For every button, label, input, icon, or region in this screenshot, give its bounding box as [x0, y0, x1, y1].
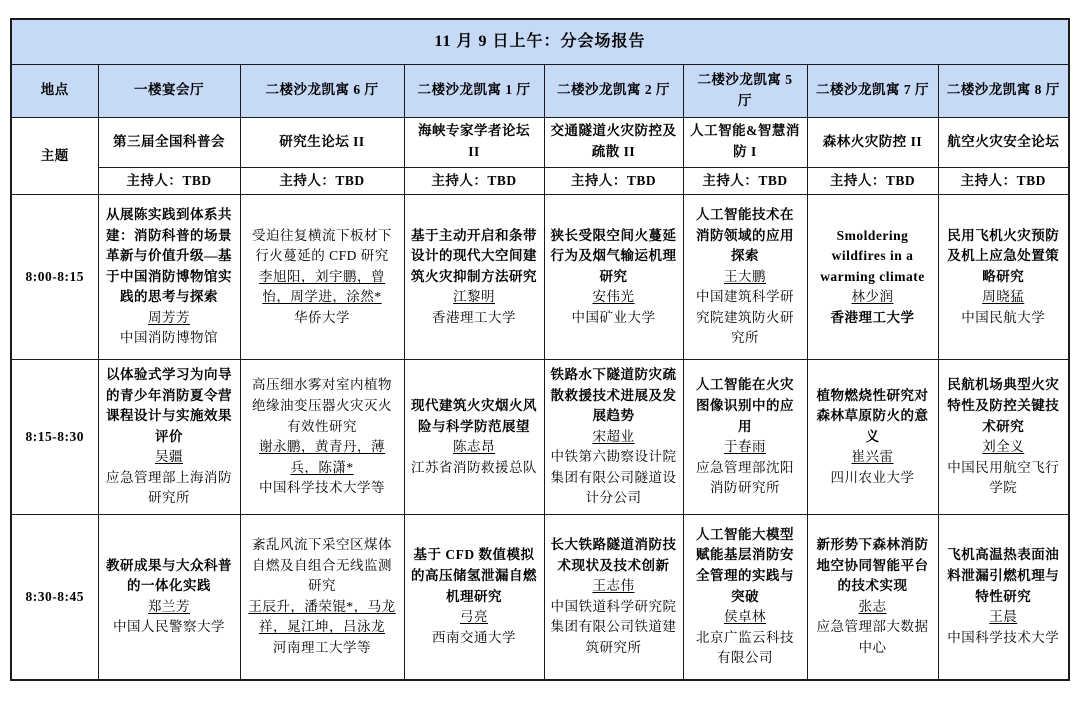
talk-affiliation: 中国民航大学: [961, 309, 1046, 325]
talk-title: 新形势下森林消防地空协同智能平台的技术实现: [816, 537, 929, 594]
theme-name: 森林火灾防控 II: [807, 117, 938, 167]
talk-title: 飞机高温热表面油料泄漏引燃机理与特性研究: [947, 547, 1060, 604]
talk-affiliation: 北京广监云科技有限公司: [696, 629, 794, 666]
title-row: [11, 19, 1069, 64]
moderator-row: [11, 167, 1069, 195]
moderator: 主持人：TBD: [683, 167, 807, 195]
talk-speakers: 郑兰芳: [148, 598, 190, 614]
talk-title: 狭长受限空间火蔓延行为及烟气输运机理研究: [550, 227, 677, 284]
talk-cell: [807, 195, 938, 360]
venue-salon-1: 二楼沙龙凯寓 1 厅: [404, 64, 544, 117]
page-title: 11 月 9 日上午：分会场报告: [11, 19, 1069, 64]
talk-title: 民用飞机火灾预防及机上应急处置策略研究: [947, 227, 1060, 284]
talk-cell: [240, 515, 404, 680]
talk-cell: [98, 360, 240, 515]
talk-cell: [240, 195, 404, 360]
talk-speakers: 王志伟: [592, 578, 635, 594]
talk-title: 紊乱风流下采空区煤体自燃及自组合无线监测研究: [252, 537, 392, 594]
theme-name: 交通隧道火灾防控及疏散 II: [544, 117, 683, 167]
talk-speakers: 于春雨: [724, 439, 766, 455]
talk-speakers: 侯卓林: [724, 609, 766, 625]
venue-salon-2: 二楼沙龙凯寓 2 厅: [544, 64, 683, 117]
talk-affiliation: 中国民用航空飞行学院: [947, 459, 1060, 496]
talk-cell: [938, 515, 1069, 680]
theme-name: 第三届全国科普会: [98, 117, 240, 167]
talk-title: 教研成果与大众科普的一体化实践: [106, 557, 232, 594]
venue-salon-6: 二楼沙龙凯寓 6 厅: [240, 64, 404, 117]
venue-salon-8: 二楼沙龙凯寓 8 厅: [938, 64, 1069, 117]
talk-title: 现代建筑火灾烟火风险与科学防范展望: [411, 397, 537, 434]
time-label: 8:30-8:45: [11, 515, 98, 680]
talk-speakers: 江黎明: [453, 289, 495, 305]
talk-speakers: 吴疆: [155, 449, 183, 465]
talk-cell: [683, 515, 807, 680]
theme-name: 航空火灾安全论坛: [938, 117, 1069, 167]
time-label: 8:15-8:30: [11, 360, 98, 515]
talk-speakers: 王辰升，潘荣锟*，马龙祥，晁江坤，吕泳龙: [248, 598, 396, 635]
venue-banquet-hall: 一楼宴会厅: [98, 64, 240, 117]
talk-affiliation: 香港理工大学: [830, 309, 915, 325]
talk-title: 植物燃烧性研究对森林草原防火的意义: [816, 387, 929, 444]
talk-affiliation: 中国人民警察大学: [113, 619, 225, 635]
talk-title: 长大铁路隧道消防技术现状及技术创新: [550, 537, 677, 573]
talk-cell: [807, 360, 938, 515]
theme-row: [11, 117, 1069, 167]
talk-affiliation: 应急管理部大数据中心: [816, 619, 929, 655]
talk-affiliation: 华侨大学: [294, 309, 350, 325]
moderator: 主持人：TBD: [98, 167, 240, 195]
talk-cell: [98, 515, 240, 680]
talk-speakers: 张志: [858, 598, 887, 614]
talk-cell: [683, 360, 807, 515]
talk-title: Smoldering wildfires in a warming climate: [820, 227, 925, 284]
talk-speakers: 周芳芳: [148, 309, 190, 325]
moderator: 主持人：TBD: [240, 167, 404, 195]
talk-affiliation: 四川农业大学: [830, 469, 915, 485]
talk-speakers: 王晨: [989, 609, 1018, 625]
talk-speakers: 弓亮: [460, 609, 488, 625]
time-slot-row: [11, 515, 1069, 680]
talk-speakers: 谢永鹏，黄青丹，薄兵，陈潇*: [259, 439, 385, 475]
talk-speakers: 李旭阳，刘宇鹏，曾怡，周学进，涂然*: [259, 268, 385, 305]
location-label: 地点: [11, 64, 98, 117]
talk-speakers: 崔兴雷: [851, 449, 894, 465]
moderator: 主持人：TBD: [404, 167, 544, 195]
talk-affiliation: 香港理工大学: [432, 309, 516, 325]
talk-cell: [404, 515, 544, 680]
talk-cell: [404, 195, 544, 360]
talk-title: 人工智能在火灾图像识别中的应用: [696, 377, 794, 434]
talk-affiliation: 应急管理部沈阳消防研究所: [696, 459, 794, 496]
talk-title: 基于主动开启和条带设计的现代大空间建筑火灾抑制方法研究: [411, 227, 537, 284]
talk-cell: [544, 360, 683, 515]
time-slot-row: [11, 360, 1069, 515]
moderator: 主持人：TBD: [544, 167, 683, 195]
talk-affiliation: 中国建筑科学研究院建筑防火研究所: [696, 289, 794, 346]
talk-speakers: 刘全义: [982, 439, 1025, 455]
talk-cell: [544, 515, 683, 680]
venue-salon-5: 二楼沙龙凯寓 5 厅: [683, 64, 807, 117]
talk-cell: [404, 360, 544, 515]
talk-speakers: 王大鹏: [724, 268, 766, 284]
theme-name: 海峡专家学者论坛 II: [404, 117, 544, 167]
talk-speakers: 周晓猛: [982, 289, 1025, 305]
schedule-table: [10, 18, 1070, 681]
time-slot-row: [11, 195, 1069, 360]
talk-affiliation: 中国矿业大学: [571, 309, 656, 325]
moderator: 主持人：TBD: [938, 167, 1069, 195]
talk-affiliation: 江苏省消防救援总队: [411, 459, 537, 475]
talk-affiliation: 西南交通大学: [432, 629, 516, 645]
venue-header-row: [11, 64, 1069, 117]
talk-title: 高压细水雾对室内植物绝缘油变压器火灾灭火有效性研究: [252, 377, 392, 434]
talk-cell: [98, 195, 240, 360]
talk-title: 铁路水下隧道防灾疏散救援技术进展及发展趋势: [550, 367, 677, 424]
talk-cell: [807, 515, 938, 680]
talk-cell: [938, 360, 1069, 515]
theme-label: 主题: [11, 117, 98, 195]
theme-name: 研究生论坛 II: [240, 117, 404, 167]
time-label: 8:00-8:15: [11, 195, 98, 360]
talk-title: 基于 CFD 数值模拟的高压储氢泄漏自燃机理研究: [411, 547, 537, 604]
talk-speakers: 安伟光: [592, 289, 635, 305]
talk-affiliation: 中铁第六勘察设计院集团有限公司隧道设计分公司: [550, 449, 677, 506]
venue-salon-7: 二楼沙龙凯寓 7 厅: [807, 64, 938, 117]
talk-affiliation: 中国消防博物馆: [120, 330, 218, 346]
talk-title: 以体验式学习为向导的青少年消防夏令营课程设计与实施效果评价: [106, 367, 232, 444]
talk-affiliation: 中国科学技术大学: [947, 629, 1060, 645]
talk-speakers: 陈志昂: [453, 439, 495, 455]
talk-affiliation: 中国科学技术大学等: [259, 480, 385, 496]
talk-title: 人工智能大模型赋能基层消防安全管理的实践与突破: [696, 526, 794, 604]
talk-title: 民航机场典型火灾特性及防控关键技术研究: [947, 377, 1060, 434]
talk-cell: [683, 195, 807, 360]
talk-cell: [544, 195, 683, 360]
moderator: 主持人：TBD: [807, 167, 938, 195]
talk-affiliation: 应急管理部上海消防研究所: [106, 469, 232, 506]
talk-title: 人工智能技术在消防领域的应用探索: [696, 207, 794, 264]
theme-name: 人工智能&智慧消防 I: [683, 117, 807, 167]
talk-title: 受迫往复横流下板材下行火蔓延的 CFD 研究: [252, 227, 392, 264]
talk-affiliation: 中国铁道科学研究院集团有限公司铁道建筑研究所: [550, 598, 677, 655]
talk-cell: [938, 195, 1069, 360]
talk-speakers: 林少润: [851, 289, 894, 305]
talk-speakers: 宋超业: [592, 428, 635, 444]
talk-cell: [240, 360, 404, 515]
talk-title: 从展陈实践到体系共建：消防科普的场景革新与价值升级—基于中国消防博物馆实践的思考与探索: [106, 207, 232, 305]
talk-affiliation: 河南理工大学等: [273, 639, 371, 655]
